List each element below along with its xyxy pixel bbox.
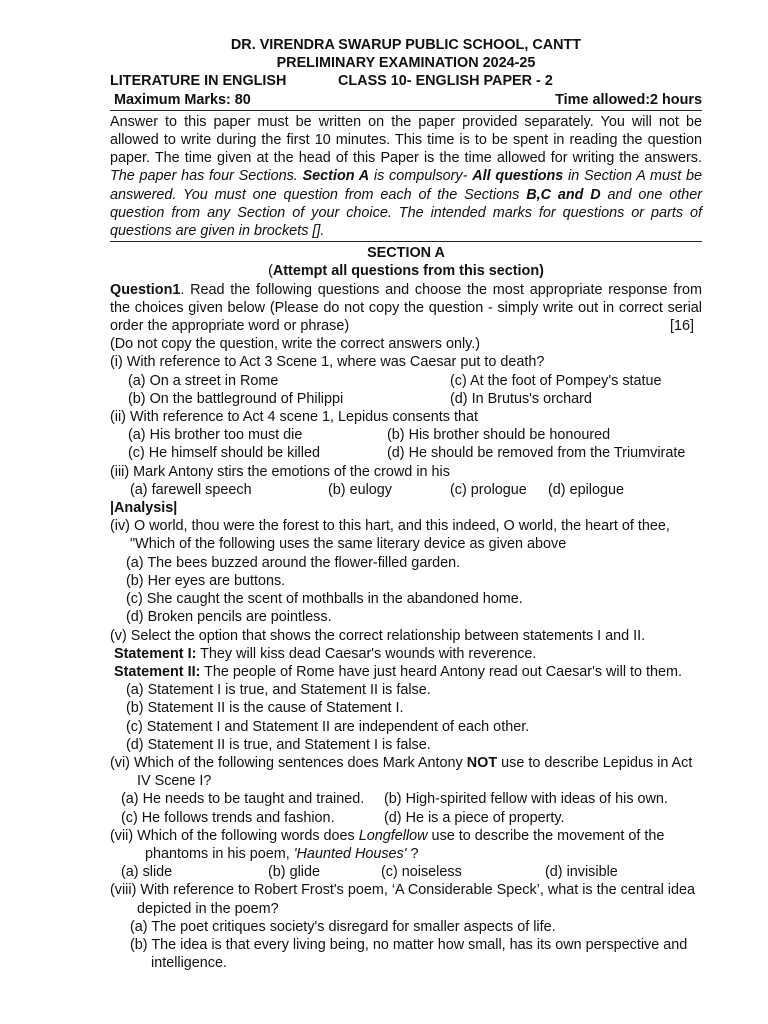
question-label: Question1: [110, 281, 181, 298]
question-emphasis: NOT: [466, 754, 498, 771]
question-text: the choices given below (Please do not copy the question - simply write out in correct serial: [110, 299, 702, 316]
option: (d) He should be removed from the Triumvirate: [387, 445, 686, 462]
instruction-line: questions are given in brockets [].: [110, 223, 325, 240]
options-row: [110, 444, 702, 462]
max-marks: Maximum Marks: 80: [114, 91, 251, 108]
option: (b) Her eyes are buttons.: [126, 572, 286, 589]
instruction-text: The paper has four Sections.: [110, 168, 303, 185]
instruction-emphasis: Section A: [302, 168, 370, 185]
question-ii: (ii) With reference to Act 4 scene 1, Lepidus consents that: [110, 409, 478, 426]
marks-badge: [16]: [669, 318, 694, 335]
question-text: . Read the following questions and choose the most appropriate response from: [180, 281, 702, 298]
marks-row: [110, 91, 702, 109]
question-vi: [110, 754, 702, 772]
question-text: ?: [406, 845, 419, 862]
statement-label: Statement II:: [114, 663, 201, 680]
question-text: IV Scene I?: [137, 773, 212, 790]
option: (b) Statement II is the cause of Statement I.: [126, 700, 404, 717]
instruction-line: allowed to write during the first 10 minutes. This time is to be spent in reading the question: [110, 132, 702, 149]
instruction-line: Answer to this paper must be written on the paper provided separately. You will not be: [110, 113, 702, 130]
time-allowed: Time allowed:2 hours: [555, 91, 702, 108]
question-text: use to describe Lepidus in Act: [497, 754, 693, 771]
question-text: "Which of the following uses the same literary device as given above: [130, 536, 567, 553]
option: (a) The bees buzzed around the flower-filled garden.: [126, 554, 461, 571]
option: (c) He follows trends and fashion.: [121, 809, 335, 826]
instruction-text: answered. You must one question from each of the Sections: [110, 186, 527, 203]
option: (d) Statement II is true, and Statement I is false.: [126, 736, 431, 753]
instruction-line: [110, 186, 702, 204]
class-paper: CLASS 10- ENGLISH PAPER - 2: [338, 73, 553, 90]
option: (a) He needs to be taught and trained.: [121, 791, 365, 808]
option: (c) prologue: [450, 481, 527, 498]
option: (b) On the battleground of Philippi: [128, 390, 344, 407]
options-row: [110, 790, 702, 808]
question-text: (vii) Which of the following words does: [110, 827, 359, 844]
options-row: [110, 390, 702, 408]
question-text: (vi) Which of the following sentences does Mark Antony: [110, 754, 467, 771]
option: (b) glide: [268, 864, 320, 881]
options-row: [110, 809, 702, 827]
section-subtitle: [110, 262, 702, 280]
option-continued: intelligence.: [151, 955, 228, 972]
subject-row: [110, 72, 702, 90]
question-i: (i) With reference to Act 3 Scene 1, where was Caesar put to death?: [110, 354, 545, 371]
instruction-emphasis: All questions: [472, 168, 564, 185]
section-title: SECTION A: [367, 245, 445, 262]
option: (a) On a street in Rome: [128, 372, 279, 389]
subject-title: LITERATURE IN ENGLISH: [110, 73, 287, 90]
statement-text: They will kiss dead Caesar's wounds with reverence.: [196, 645, 537, 662]
divider: [110, 110, 702, 111]
option: (c) noiseless: [381, 864, 462, 881]
statement-1: [110, 645, 702, 663]
option: (d) He is a piece of property.: [384, 809, 565, 826]
option: (d) In Brutus's orchard: [450, 390, 592, 407]
question-intro: [110, 281, 702, 299]
option: (c) Statement I and Statement II are independent of each other.: [126, 718, 530, 735]
option: (b) The idea is that every living being, no matter how small, has its own perspective and: [130, 936, 688, 953]
exam-page: [110, 36, 702, 972]
instruction-line: paper. The time given at the head of this Paper is the time allowed for writing the answers.: [110, 150, 702, 167]
option: (d) epilogue: [548, 481, 625, 498]
question-text: phantoms in his poem,: [145, 845, 294, 862]
divider: [110, 241, 702, 242]
options-row: [110, 426, 702, 444]
question-iii: (iii) Mark Antony stirs the emotions of the crowd in his: [110, 463, 450, 480]
options-row: [110, 863, 702, 881]
question-v: (v) Select the option that shows the correct relationship between statements I and II.: [110, 627, 646, 644]
option: (c) She caught the scent of mothballs in the abandoned home.: [126, 591, 523, 608]
instructions: [110, 113, 702, 240]
question-text: use to describe the movement of the: [427, 827, 665, 844]
exam-title: PRELIMINARY EXAMINATION 2024-25: [276, 55, 536, 72]
instruction-text: in Section A must be: [563, 168, 702, 185]
instruction-text: and one other: [600, 186, 702, 203]
school-name: DR. VIRENDRA SWARUP PUBLIC SCHOOL, CANTT: [230, 37, 582, 53]
option: (a) slide: [121, 864, 173, 881]
question-text: order the appropriate word or phrase): [110, 318, 350, 335]
analysis-tag: |Analysis|: [110, 500, 178, 517]
statement-label: Statement I:: [114, 645, 197, 662]
option: (b) His brother should be honoured: [387, 427, 611, 444]
instruction-line: [110, 167, 702, 185]
question-emphasis: 'Haunted Houses': [293, 845, 407, 862]
question-text-row: [110, 317, 702, 335]
options-row: [110, 372, 702, 390]
option: (d) invisible: [545, 864, 618, 881]
option: (a) The poet critiques society's disregard for smaller aspects of life.: [130, 918, 556, 935]
instruction-emphasis: B,C and D: [526, 186, 601, 203]
question-viii: (viii) With reference to Robert Frost's poem, ‘A Considerable Speck’, what is the central idea: [110, 882, 696, 899]
question-note: (Do not copy the question, write the correct answers only.): [110, 336, 481, 353]
question-text: [110, 845, 702, 863]
option: (c) At the foot of Pompey's statue: [450, 372, 662, 389]
option: (a) farewell speech: [130, 481, 252, 498]
question-emphasis: Longfellow: [358, 827, 428, 844]
section-instruction: Attempt all questions from this section): [272, 263, 544, 280]
option: (b) eulogy: [328, 481, 392, 498]
question-vii: [110, 827, 702, 845]
paren: (: [268, 263, 273, 280]
options-row: [110, 481, 702, 499]
instruction-text: is compulsory-: [369, 168, 473, 185]
option: (a) His brother too must die: [128, 427, 303, 444]
option: (b) High-spirited fellow with ideas of his own.: [384, 791, 668, 808]
option: (d) Broken pencils are pointless.: [126, 609, 332, 626]
statement-text: The people of Rome have just heard Antony read out Caesar's will to them.: [200, 663, 683, 680]
statement-2: [110, 663, 702, 681]
instruction-line: question from any Section of your choice. The intended marks for questions or parts of: [110, 204, 702, 221]
question-iv: (iv) O world, thou were the forest to this hart, and this indeed, O world, the heart of thee,: [110, 518, 670, 535]
option: (a) Statement I is true, and Statement II is false.: [126, 682, 431, 699]
question-text: depicted in the poem?: [137, 900, 279, 917]
option: (c) He himself should be killed: [128, 445, 320, 462]
